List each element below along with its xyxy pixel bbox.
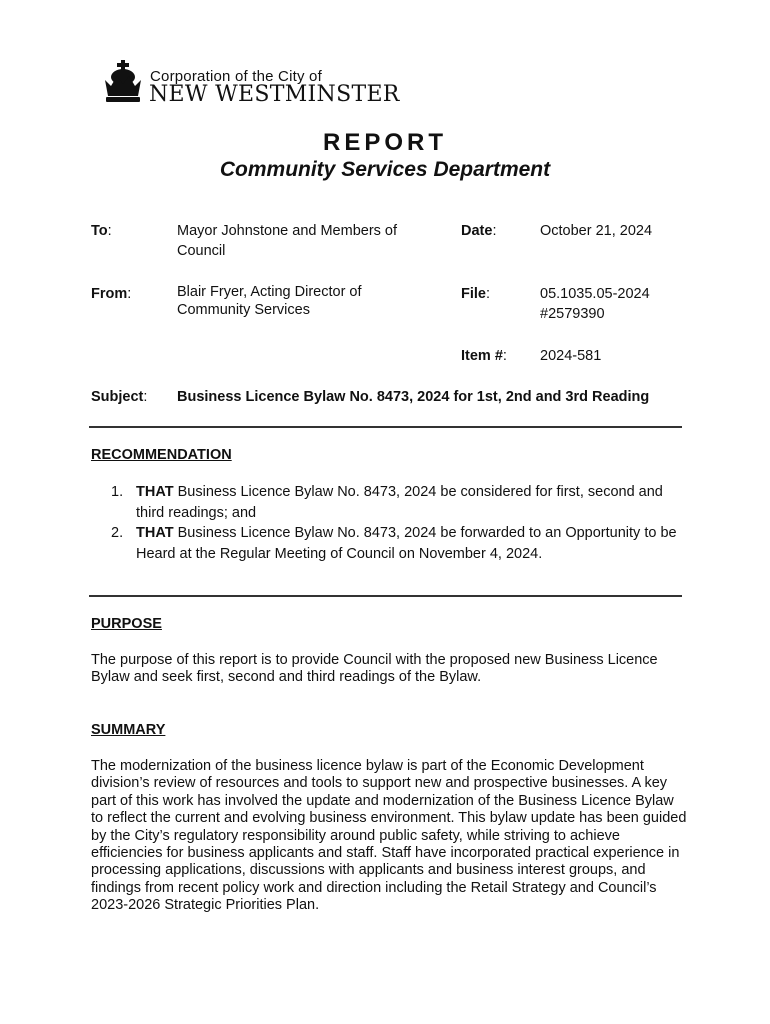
list-item: 2. THAT Business Licence Bylaw No. 8473, 2024 be forwarded to an Opportunity to be Heard at the Regular Meeting of Council on November 4, 2024. [111,525,677,562]
divider [89,595,682,597]
summary-text: The modernization of the business licence bylaw is part of the Economic Development division’s review of resources and tools to support new and prospective businesses. A key part of this work has involved the update and modernization of the Business Licence Bylaw to reflect the current and evolving business environment. This bylaw update has been guided by the City’s regulatory responsibility around public safety, while striving to achieve efficiencies for business applicants and staff. Staff have incorporated practical experience in processing applications, discussions with applicants and business interest groups, and findings from recent policy work and direction including the Retail Strategy and Council’s 2023-2026 Strategic Priorities Plan. [91,758,687,914]
from-label: From: [91,286,132,302]
list-item: 1. THAT Business Licence Bylaw No. 8473, 2024 be considered for first, second and third readings; and [111,484,663,521]
file-value: 05.1035.05-2024 #2579390 [540,286,650,322]
crown-icon [102,60,144,108]
logo-text-line1: Corporation of the City of [150,68,322,85]
report-department: Community Services Department [219,158,551,181]
subject-value: Business Licence Bylaw No. 8473, 2024 for 1st, 2nd and 3rd Reading [177,389,650,405]
recommendation-list [111,482,686,564]
to-label: To: [91,223,112,239]
subject-label: Subject: [91,389,148,405]
item-value: 2024-581 [540,348,602,364]
purpose-heading: PURPOSE [91,616,162,632]
item-label: Item #: [461,348,507,364]
date-label: Date: [461,223,497,239]
purpose-text: The purpose of this report is to provide Council with the proposed new Business Licence Bylaw and seek first, second and third readings of the Bylaw. [91,652,658,686]
to-value: Mayor Johnstone and Members of Council [177,223,398,259]
summary-heading: SUMMARY [91,722,166,738]
file-label: File: [461,286,491,302]
from-value: Blair Fryer, Acting Director of Community Services [177,284,362,318]
logo-text-line2: NEW WESTMINSTER [149,82,400,107]
recommendation-heading: RECOMMENDATION [91,447,232,463]
city-logo [102,60,400,110]
report-title: REPORT [322,129,447,156]
date-value: October 21, 2024 [540,223,653,239]
divider [89,426,682,428]
